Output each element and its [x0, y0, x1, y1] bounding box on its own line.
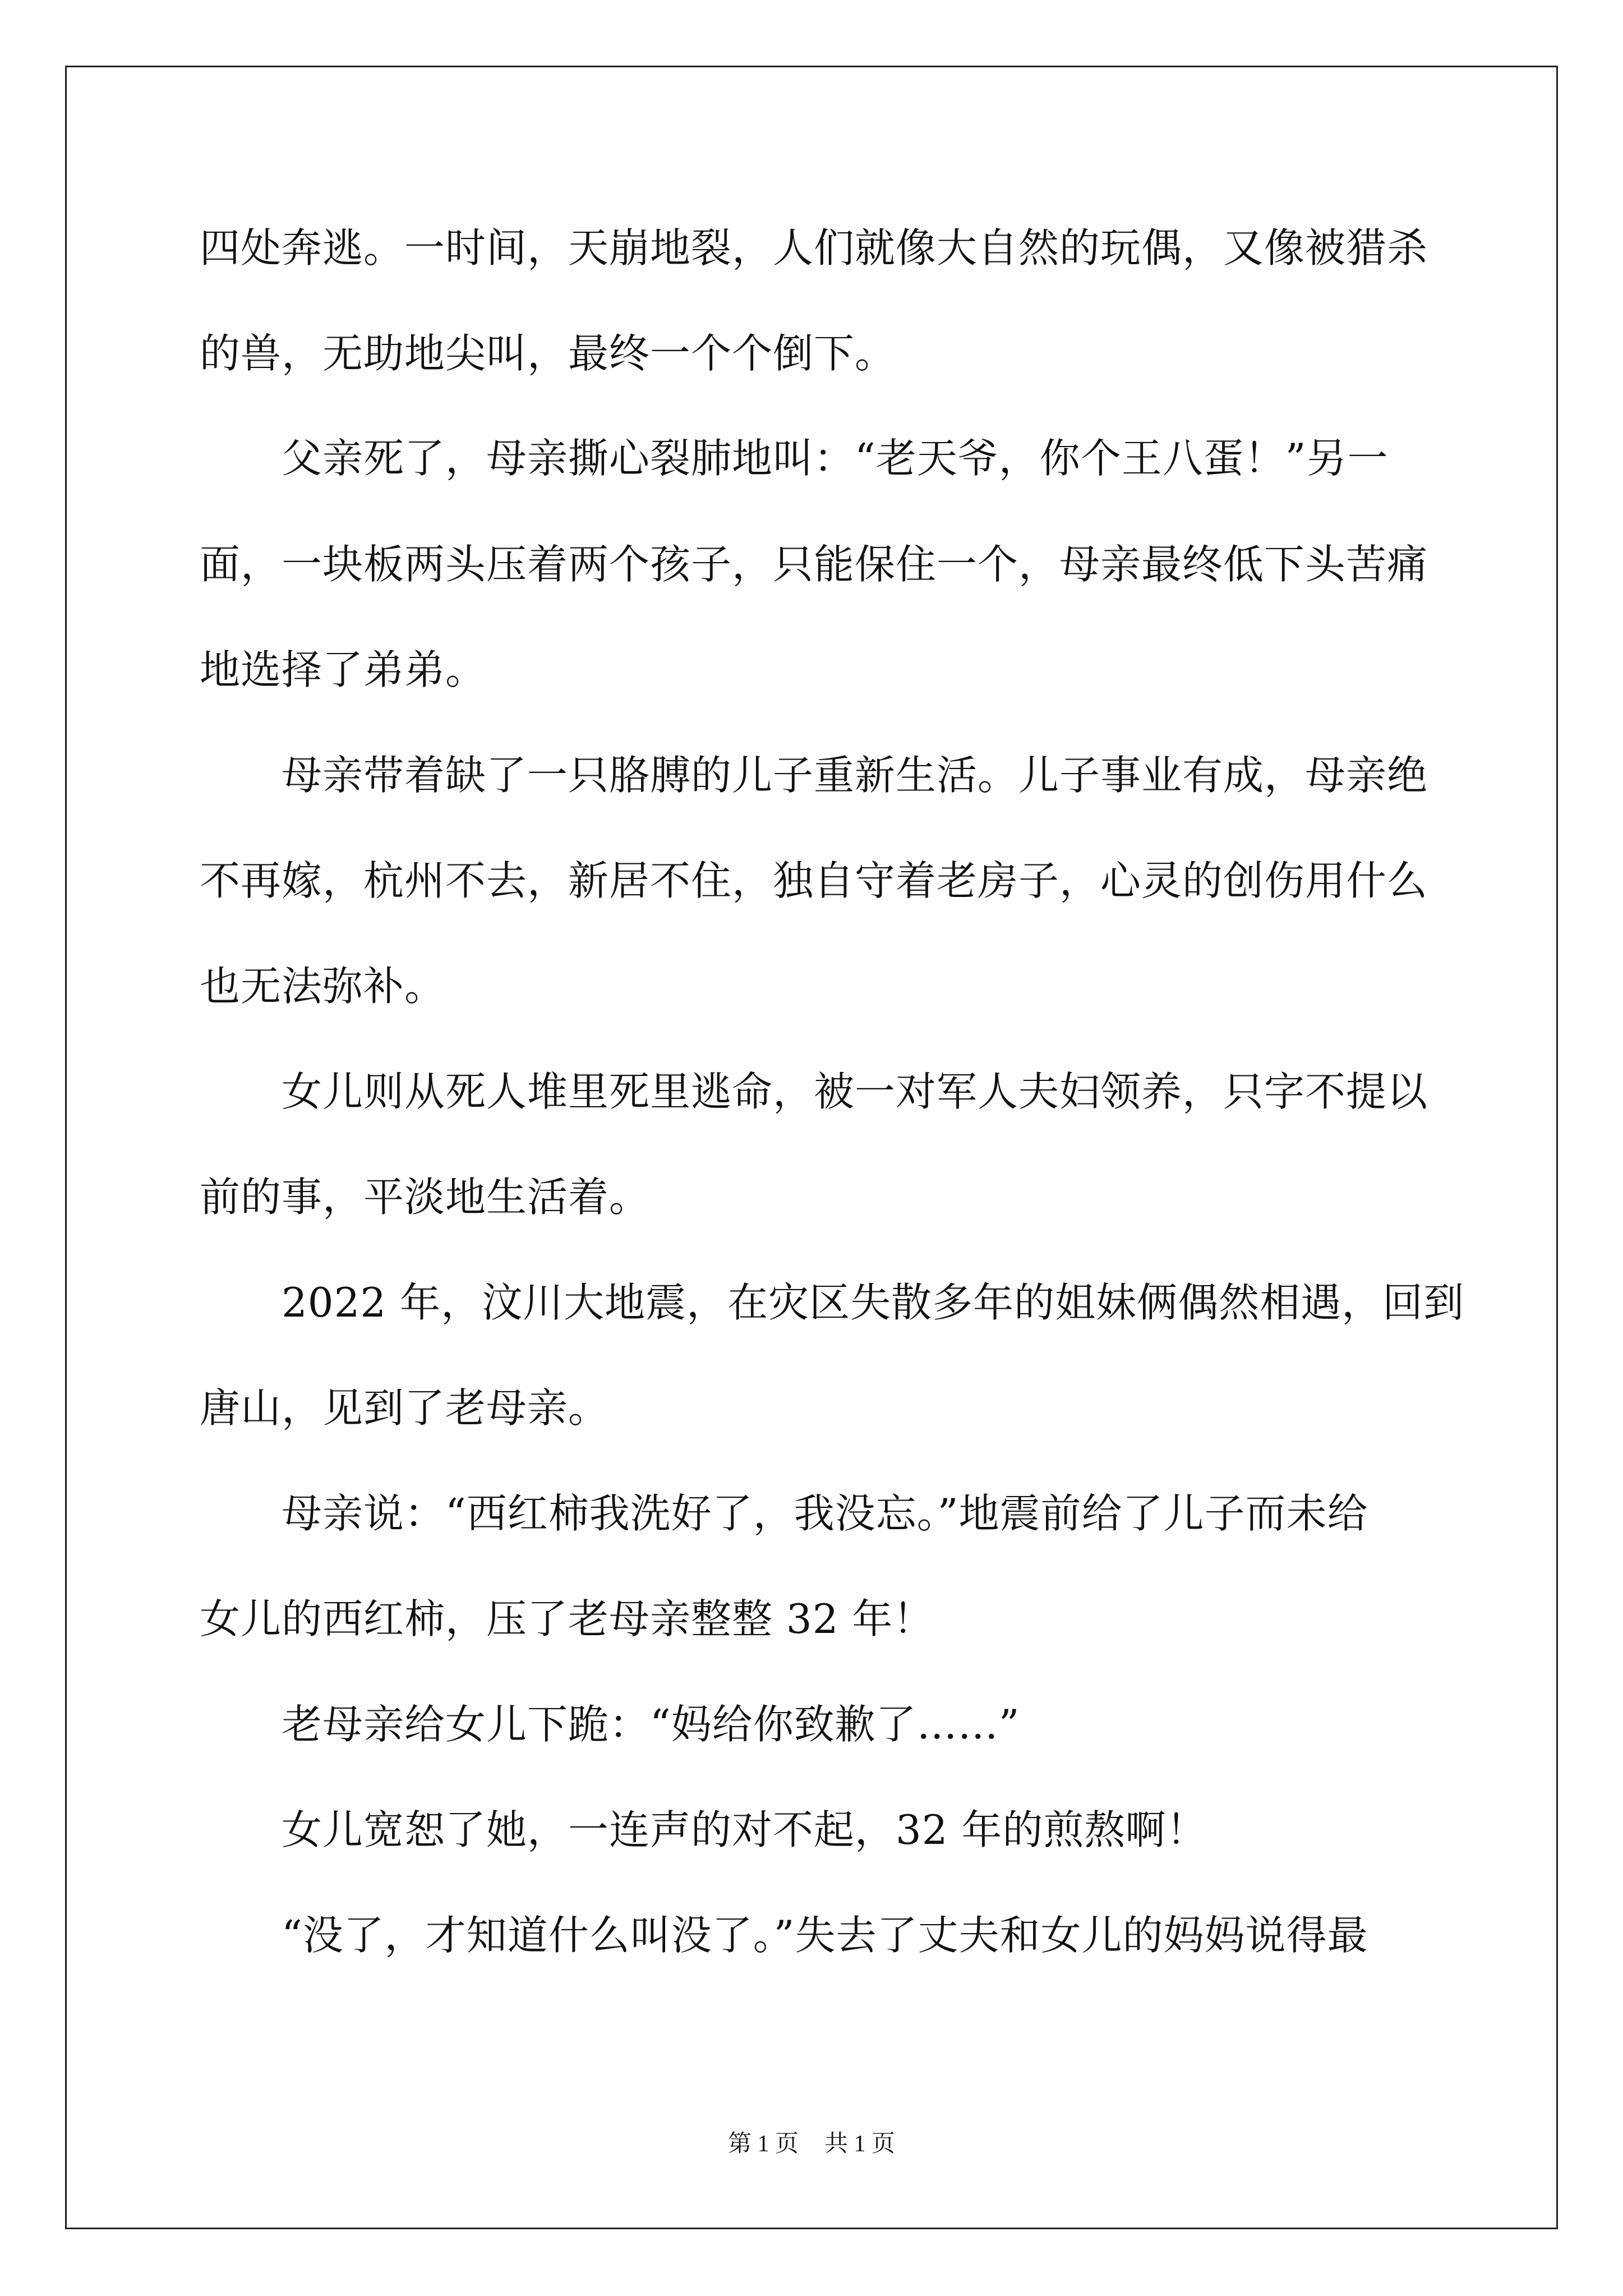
text-line: 母亲说：“西红柿我洗好了，我没忘。”地震前给了儿子而未给 — [282, 1490, 1368, 1537]
page-number: 第 1 页 — [727, 2131, 799, 2157]
text-line: 母亲带着缺了一只胳膊的儿子重新生活。儿子事业有成，母亲绝 — [282, 752, 1428, 799]
text-line: “没了，才知道什么叫没了。”失去了丈夫和女儿的妈妈说得最 — [282, 1912, 1368, 1959]
text-line: 的兽，无助地尖叫，最终一个个倒下。 — [200, 330, 896, 377]
text-line: 地选择了弟弟。 — [200, 646, 487, 693]
text-line: 不再嫁，杭州不去，新居不住，独自守着老房子，心灵的创伤用什么 — [200, 857, 1428, 904]
text-line: 父亲死了，母亲撕心裂肺地叫：“老天爷，你个王八蛋！”另一 — [282, 435, 1389, 482]
text-line: 2022 年，汶川大地震，在灾区失散多年的姐妹俩偶然相遇，回到 — [282, 1279, 1465, 1326]
text-line: 女儿则从死人堆里死里逃命，被一对军人夫妇领养，只字不提以 — [282, 1068, 1428, 1115]
text-line: 四处奔逃。一时间，天崩地裂，人们就像大自然的玩偶，又像被猎杀 — [200, 224, 1428, 272]
page-footer — [0, 2127, 1623, 2161]
page-border — [65, 66, 1558, 2229]
text-line: 女儿宽恕了她，一连声的对不起，32 年的煎熬啊！ — [282, 1806, 1207, 1853]
text-line: 前的事，平淡地生活着。 — [200, 1174, 651, 1221]
page-total: 共 1 页 — [824, 2131, 896, 2157]
text-line: 面，一块板两头压着两个孩子，只能保住一个，母亲最终低下头苦痛 — [200, 541, 1428, 588]
text-line: 也无法弥补。 — [200, 963, 446, 1010]
text-line: 女儿的西红柿，压了老母亲整整 32 年！ — [200, 1595, 934, 1642]
text-line: 老母亲给女儿下跪：“妈给你致歉了……” — [282, 1701, 1020, 1748]
text-line: 唐山，见到了老母亲。 — [200, 1384, 610, 1432]
